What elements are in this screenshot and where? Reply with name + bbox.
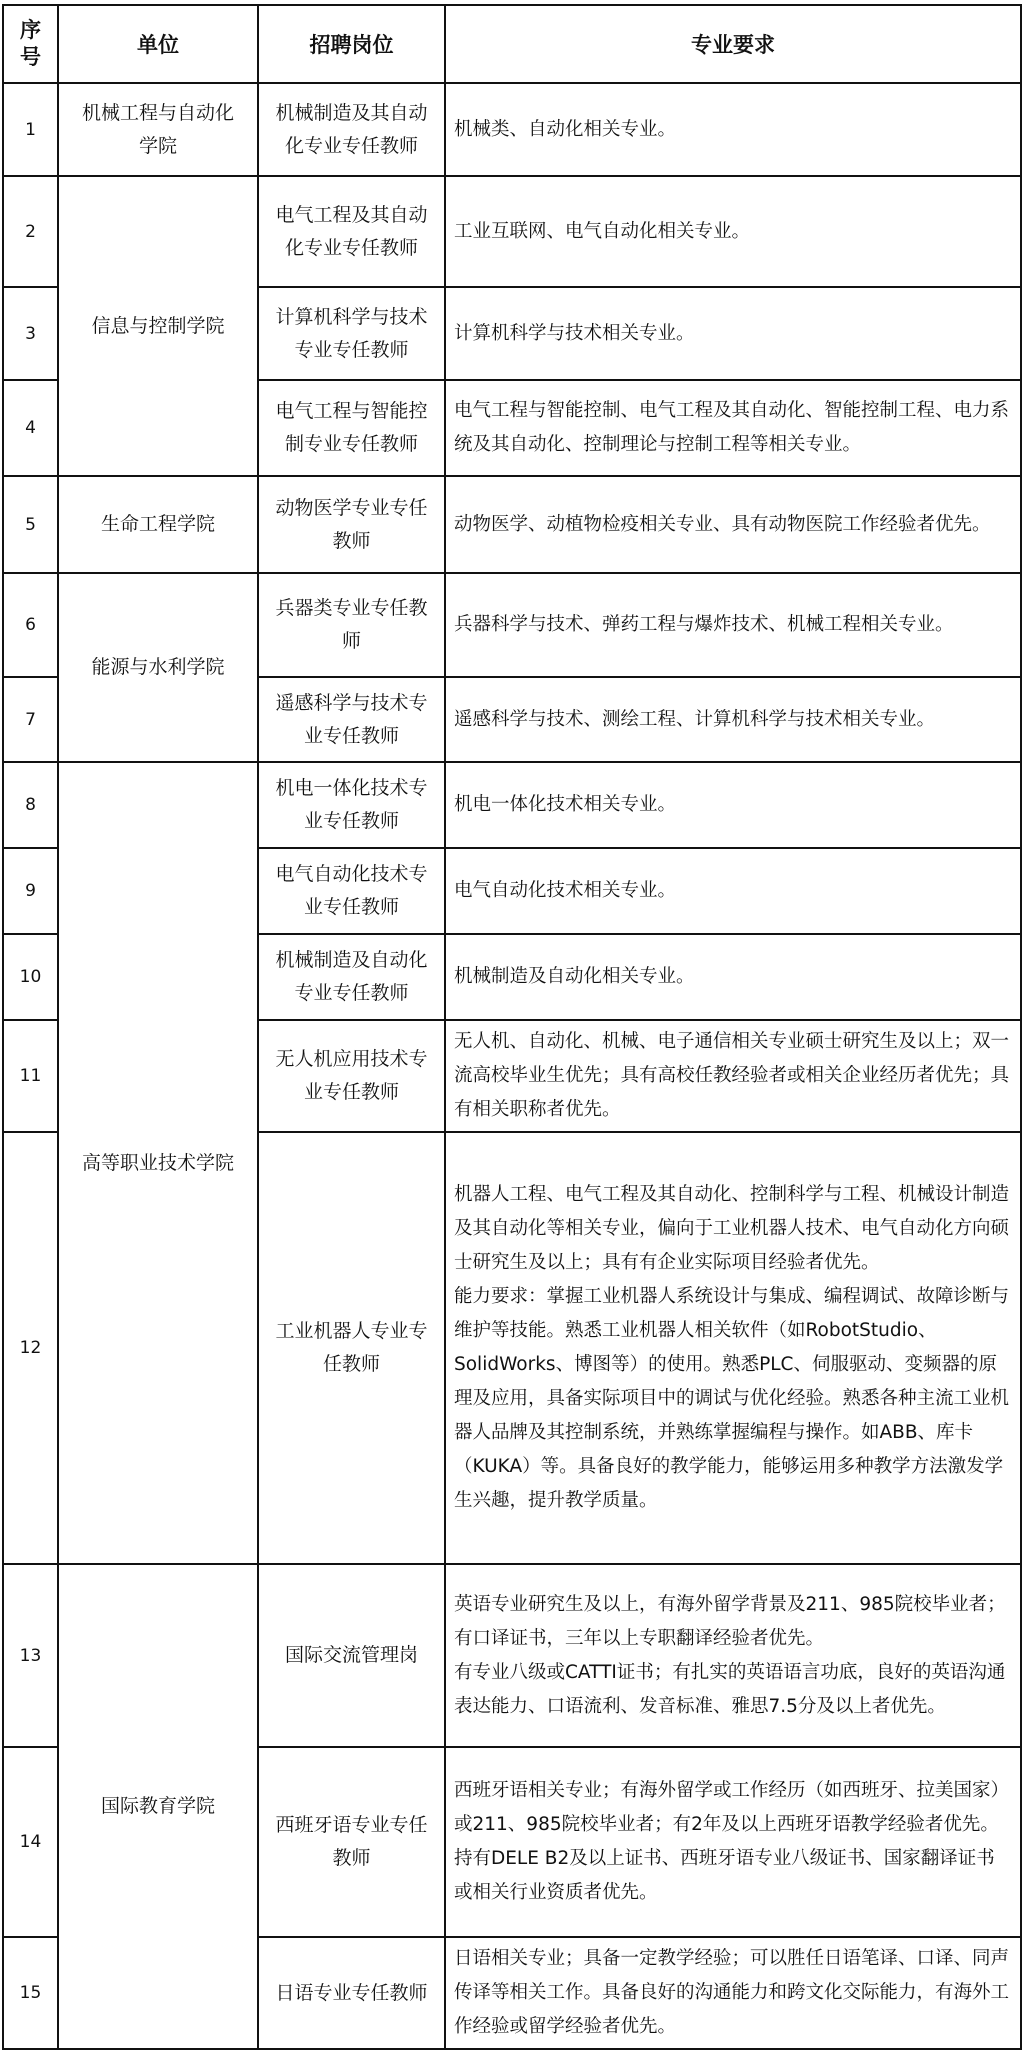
post-cell: 动物医学专业专任教师 (258, 476, 445, 573)
table-row (3, 762, 1021, 848)
row-number: 11 (3, 1020, 58, 1132)
requirement-cell (445, 476, 1021, 573)
post-cell: 国际交流管理岗 (258, 1564, 445, 1747)
requirement-cell (445, 1747, 1021, 1937)
requirement-text: 机电一体化技术相关专业。 (454, 794, 677, 815)
requirement-text: 无人机、自动化、机械、电子通信相关专业硕士研究生及以上；双一流高校毕业生优先；具有高校任教经验者或相关企业经历者优先；具有相关职称者优先。 (454, 1031, 1010, 1120)
post-cell: 兵器类专业专任教师 (258, 573, 445, 677)
requirement-text: 持有DELE B2及以上证书、西班牙语专业八级证书、国家翻译证书或相关行业资质者优先。 (454, 1848, 995, 1903)
recruitment-table (2, 4, 1022, 2050)
requirement-cell (445, 287, 1021, 380)
row-number: 3 (3, 287, 58, 380)
post-cell: 遥感科学与技术专业专任教师 (258, 677, 445, 762)
requirement-cell (445, 677, 1021, 762)
requirement-text: 计算机科学与技术相关专业。 (454, 322, 695, 344)
requirement-text: 遥感科学与技术、测绘工程、计算机科学与技术相关专业。 (454, 708, 936, 730)
row-number: 5 (3, 476, 58, 573)
requirement-cell (445, 1132, 1021, 1564)
requirement-cell (445, 176, 1021, 287)
requirement-cell (445, 762, 1021, 848)
table-row (3, 83, 1021, 176)
table-row (3, 176, 1021, 287)
requirement-text: 机械制造及自动化相关专业。 (454, 966, 695, 987)
requirement-text: 动物医学、动植物检疫相关专业、具有动物医院工作经验者优先。 (454, 513, 991, 535)
ability-requirement-text: 能力要求：掌握工业机器人系统设计与集成、编程调试、故障诊断与维护等技能。熟悉工业机器人相关软件（如RobotStudio、SolidWorks、博图等）的使用。熟悉PLC、伺服驱动、变频器的原理及应用，具备实际项目中的调试与优化经验。熟悉各种主流工业机器人品牌及其控制系统，并熟练掌握编程与操作。如ABB、库卡（KUKA）等。具备良好的教学能力，能够运用多种教学方法激发学生兴趣，提升教学质量。 (454, 1286, 1010, 1511)
requirement-text: 兵器科学与技术、弹药工程与爆炸技术、机械工程相关专业。 (454, 614, 954, 635)
row-number: 2 (3, 176, 58, 287)
requirement-text: 机械类、自动化相关专业。 (454, 118, 677, 140)
unit-cell: 机械工程与自动化学院 (58, 83, 258, 176)
requirement-cell (445, 1937, 1021, 2049)
requirement-text: 电气自动化技术相关专业。 (454, 880, 677, 901)
requirement-text: 有专业八级或CATTI证书；有扎实的英语语言功底，良好的英语沟通表达能力、口语流利、发音标准、雅思7.5分及以上者优先。 (454, 1661, 1006, 1717)
recruitment-table-sheet (2, 4, 1020, 2050)
requirement-cell (445, 83, 1021, 176)
row-number: 10 (3, 934, 58, 1020)
row-number: 8 (3, 762, 58, 848)
requirement-cell (445, 1020, 1021, 1132)
row-number: 14 (3, 1747, 58, 1937)
requirement-text: 工业互联网、电气自动化相关专业。 (454, 220, 751, 242)
row-number: 13 (3, 1564, 58, 1747)
table-row (3, 573, 1021, 677)
requirement-cell (445, 1564, 1021, 1747)
post-cell: 机械制造及其自动化专业专任教师 (258, 83, 445, 176)
post-cell: 无人机应用技术专业专任教师 (258, 1020, 445, 1132)
requirement-cell (445, 380, 1021, 476)
requirement-cell (445, 573, 1021, 677)
requirement-text: 机器人工程、电气工程及其自动化、控制科学与工程、机械设计制造及其自动化等相关专业，偏向于工业机器人技术、电气自动化方向硕士研究生及以上；具有有企业实际项目经验者优先。 (454, 1184, 1010, 1273)
unit-cell: 生命工程学院 (58, 476, 258, 573)
requirement-text: 英语专业研究生及以上，有海外留学背景及211、985院校毕业者；有口译证书，三年以上专职翻译经验者优先。 (454, 1593, 1006, 1649)
row-number: 1 (3, 83, 58, 176)
unit-cell: 信息与控制学院 (58, 176, 258, 476)
table-row (3, 476, 1021, 573)
post-cell: 机械制造及自动化专业专任教师 (258, 934, 445, 1020)
table-header-row (3, 5, 1021, 83)
unit-cell: 高等职业技术学院 (58, 762, 258, 1564)
post-cell: 电气自动化技术专业专任教师 (258, 848, 445, 934)
unit-cell: 国际教育学院 (58, 1564, 258, 2049)
header-requirements: 专业要求 (445, 5, 1021, 83)
post-cell: 机电一体化技术专业专任教师 (258, 762, 445, 848)
post-cell: 计算机科学与技术专业专任教师 (258, 287, 445, 380)
header-unit: 单位 (58, 5, 258, 83)
post-cell: 西班牙语专业专任教师 (258, 1747, 445, 1937)
post-cell: 电气工程及其自动化专业专任教师 (258, 176, 445, 287)
header-no: 序 号 (3, 5, 58, 83)
requirement-text: 电气工程与智能控制、电气工程及其自动化、智能控制工程、电力系统及其自动化、控制理论与控制工程等相关专业。 (454, 400, 1010, 455)
row-number: 4 (3, 380, 58, 476)
requirement-cell (445, 848, 1021, 934)
header-post: 招聘岗位 (258, 5, 445, 83)
table-row (3, 1564, 1021, 1747)
requirement-text: 西班牙语相关专业；有海外留学或工作经历（如西班牙、拉美国家）或211、985院校毕业者；有2年及以上西班牙语教学经验者优先。 (454, 1780, 1010, 1835)
post-cell: 工业机器人专业专任教师 (258, 1132, 445, 1564)
post-cell: 电气工程与智能控制专业专任教师 (258, 380, 445, 476)
row-number: 7 (3, 677, 58, 762)
post-cell: 日语专业专任教师 (258, 1937, 445, 2049)
row-number: 6 (3, 573, 58, 677)
row-number: 12 (3, 1132, 58, 1564)
row-number: 9 (3, 848, 58, 934)
requirement-text: 日语相关专业；具备一定教学经验；可以胜任日语笔译、口译、同声传译等相关工作。具备良好的沟通能力和跨文化交际能力，有海外工作经验或留学经验者优先。 (454, 1948, 1010, 2037)
unit-cell: 能源与水利学院 (58, 573, 258, 762)
row-number: 15 (3, 1937, 58, 2049)
requirement-cell (445, 934, 1021, 1020)
